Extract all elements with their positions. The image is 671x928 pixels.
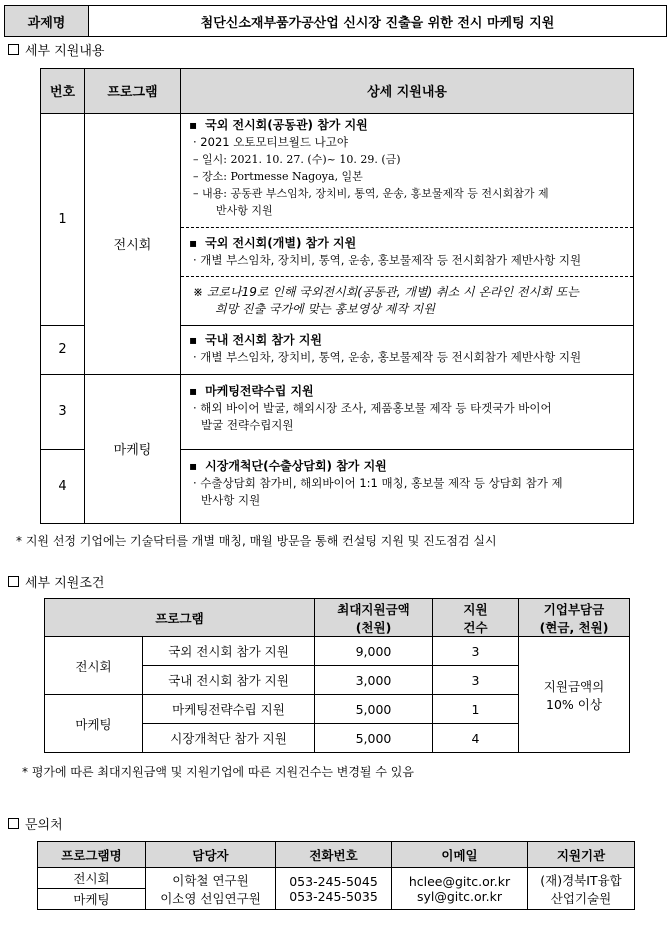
detail-title: ▪ 국외 전시회(공동관) 참가 지원	[189, 117, 625, 134]
col-phone: 전화번호	[276, 842, 392, 868]
col-max-amount	[315, 599, 433, 637]
col-organization: 지원기관	[528, 842, 635, 868]
program-name: 마케팅전략수립 지원	[143, 695, 315, 724]
col-max-amount-line1: 최대지원금액	[337, 601, 410, 617]
col-company-burden	[519, 599, 630, 637]
section-contact	[4, 813, 667, 833]
contact-program: 전시회	[38, 868, 146, 889]
detail-line: 반사항 지원	[216, 203, 273, 217]
organization-line1: (재)경북IT융합	[540, 872, 622, 888]
contact-person: 이소영 선임연구원	[160, 890, 261, 906]
detail-title: ▪ 국내 전시회 참가 지원	[189, 332, 625, 349]
row-number: 1	[41, 113, 85, 325]
support-count: 4	[433, 724, 519, 753]
section-title: 세부 지원조건	[25, 575, 105, 591]
detail-title: ▪ 국외 전시회(개별) 참가 지원	[189, 235, 625, 252]
project-title: 첨단신소재부품가공산업 신시장 진출을 위한 전시 마케팅 지원	[89, 6, 667, 37]
checkbox-square-icon	[8, 576, 19, 587]
row-number: 4	[41, 449, 85, 523]
checkbox-square-icon	[8, 44, 19, 55]
detail-sub: · 해외 바이어 발굴, 해외시장 조사, 제품홍보물 제작 등 타겟국가 바이어	[193, 400, 552, 415]
contact-person: 이학철 연구원	[172, 872, 249, 888]
detail-title: ▪ 시장개척단(수출상담회) 참가 지원	[189, 458, 625, 475]
support-conditions-table	[44, 598, 630, 753]
footnote-evaluation: * 평가에 따른 최대지원금액 및 지원기업에 따른 지원건수는 변경될 수 있음	[22, 764, 414, 779]
col-email: 이메일	[392, 842, 528, 868]
detail-line: – 장소: Portmesse Nagoya, 일본	[193, 169, 363, 183]
support-count: 1	[433, 695, 519, 724]
detail-sub: · 개별 부스임차, 장치비, 통역, 운송, 홍보물제작 등 전시회참가 제반사항 지원	[193, 349, 582, 364]
contact-phones	[276, 868, 392, 910]
detail-cell	[181, 325, 634, 374]
max-amount: 5,000	[315, 695, 433, 724]
program-name: 국외 전시회 참가 지원	[143, 637, 315, 666]
section-support-details	[4, 39, 667, 59]
detail-cell	[181, 113, 634, 228]
detail-sub: 발굴 전략수립지원	[201, 417, 294, 432]
detail-sub: 반사항 지원	[201, 492, 261, 507]
program-exhibition: 전시회	[85, 113, 181, 374]
col-program: 프로그램	[45, 599, 315, 637]
note-line: 희망 진출 국가에 맞는 홍보영상 제작 지원	[215, 302, 435, 317]
col-burden-line1: 기업부담금	[543, 601, 605, 617]
checkbox-square-icon	[8, 818, 19, 829]
contact-emails	[392, 868, 528, 910]
row-number: 3	[41, 374, 85, 449]
burden-line1: 지원금액의	[543, 678, 605, 694]
col-burden-line2: (현금, 천원)	[539, 619, 609, 635]
detail-line: – 내용: 공동관 부스임차, 장치비, 통역, 운송, 홍보물제작 등 전시회참가 제	[193, 186, 549, 200]
support-count: 3	[433, 637, 519, 666]
col-program-name: 프로그램명	[38, 842, 146, 868]
row-number: 2	[41, 325, 85, 374]
col-program: 프로그램	[85, 69, 181, 114]
contact-persons	[146, 868, 276, 910]
program-name: 국내 전시회 참가 지원	[143, 666, 315, 695]
project-label: 과제명	[5, 6, 89, 37]
detail-sub: · 2021 오토모티브월드 나고야	[193, 134, 348, 149]
company-burden	[519, 637, 630, 753]
burden-line2: 10% 이상	[546, 696, 602, 712]
project-header-table	[4, 5, 667, 37]
email-address: hclee@gitc.or.kr	[408, 873, 511, 889]
col-count	[433, 599, 519, 637]
support-count: 3	[433, 666, 519, 695]
program-marketing: 마케팅	[85, 374, 181, 523]
detail-cell	[181, 228, 634, 277]
note-line: ※ 코로나19로 인해 국외전시회(공동관, 개별) 취소 시 온라인 전시회 또는	[193, 285, 579, 300]
contact-program: 마케팅	[38, 889, 146, 910]
col-detail: 상세 지원내용	[181, 69, 634, 114]
group-exhibition: 전시회	[45, 637, 143, 695]
detail-title: ▪ 마케팅전략수립 지원	[189, 383, 625, 400]
detail-sub: · 수출상담회 참가비, 해외바이어 1:1 매칭, 홍보물 제작 등 상담회 참가 제	[193, 475, 563, 490]
section-title: 세부 지원내용	[25, 43, 105, 59]
max-amount: 3,000	[315, 666, 433, 695]
phone-number: 053-245-5045	[289, 873, 378, 889]
detail-sub: · 개별 부스임차, 장치비, 통역, 운송, 홍보물제작 등 전시회참가 제반사항 지원	[193, 253, 582, 268]
footnote-consulting: * 지원 선정 기업에는 기술닥터를 개별 매칭, 매월 방문을 통해 컨설팅 지원 및 진도점검 실시	[16, 533, 497, 548]
detail-cell	[181, 449, 634, 523]
detail-cell	[181, 374, 634, 449]
program-name: 시장개척단 참가 지원	[143, 724, 315, 753]
covid-note	[181, 277, 634, 326]
col-count-line1: 지원	[463, 601, 488, 617]
detail-line: – 일시: 2021. 10. 27. (수)~ 10. 29. (금)	[193, 152, 401, 166]
support-details-table	[40, 68, 634, 524]
col-max-amount-line2: (천원)	[355, 619, 392, 635]
max-amount: 9,000	[315, 637, 433, 666]
col-contact-person: 담당자	[146, 842, 276, 868]
max-amount: 5,000	[315, 724, 433, 753]
contact-table	[37, 841, 635, 910]
email-address: syl@gitc.or.kr	[416, 888, 503, 904]
section-title: 문의처	[25, 817, 63, 833]
section-support-conditions	[4, 571, 667, 591]
contact-organization	[528, 868, 635, 910]
organization-line2: 산업기술원	[550, 890, 612, 906]
group-marketing: 마케팅	[45, 695, 143, 753]
col-count-line2: 건수	[463, 619, 488, 635]
col-number: 번호	[41, 69, 85, 114]
phone-number: 053-245-5035	[289, 888, 378, 904]
